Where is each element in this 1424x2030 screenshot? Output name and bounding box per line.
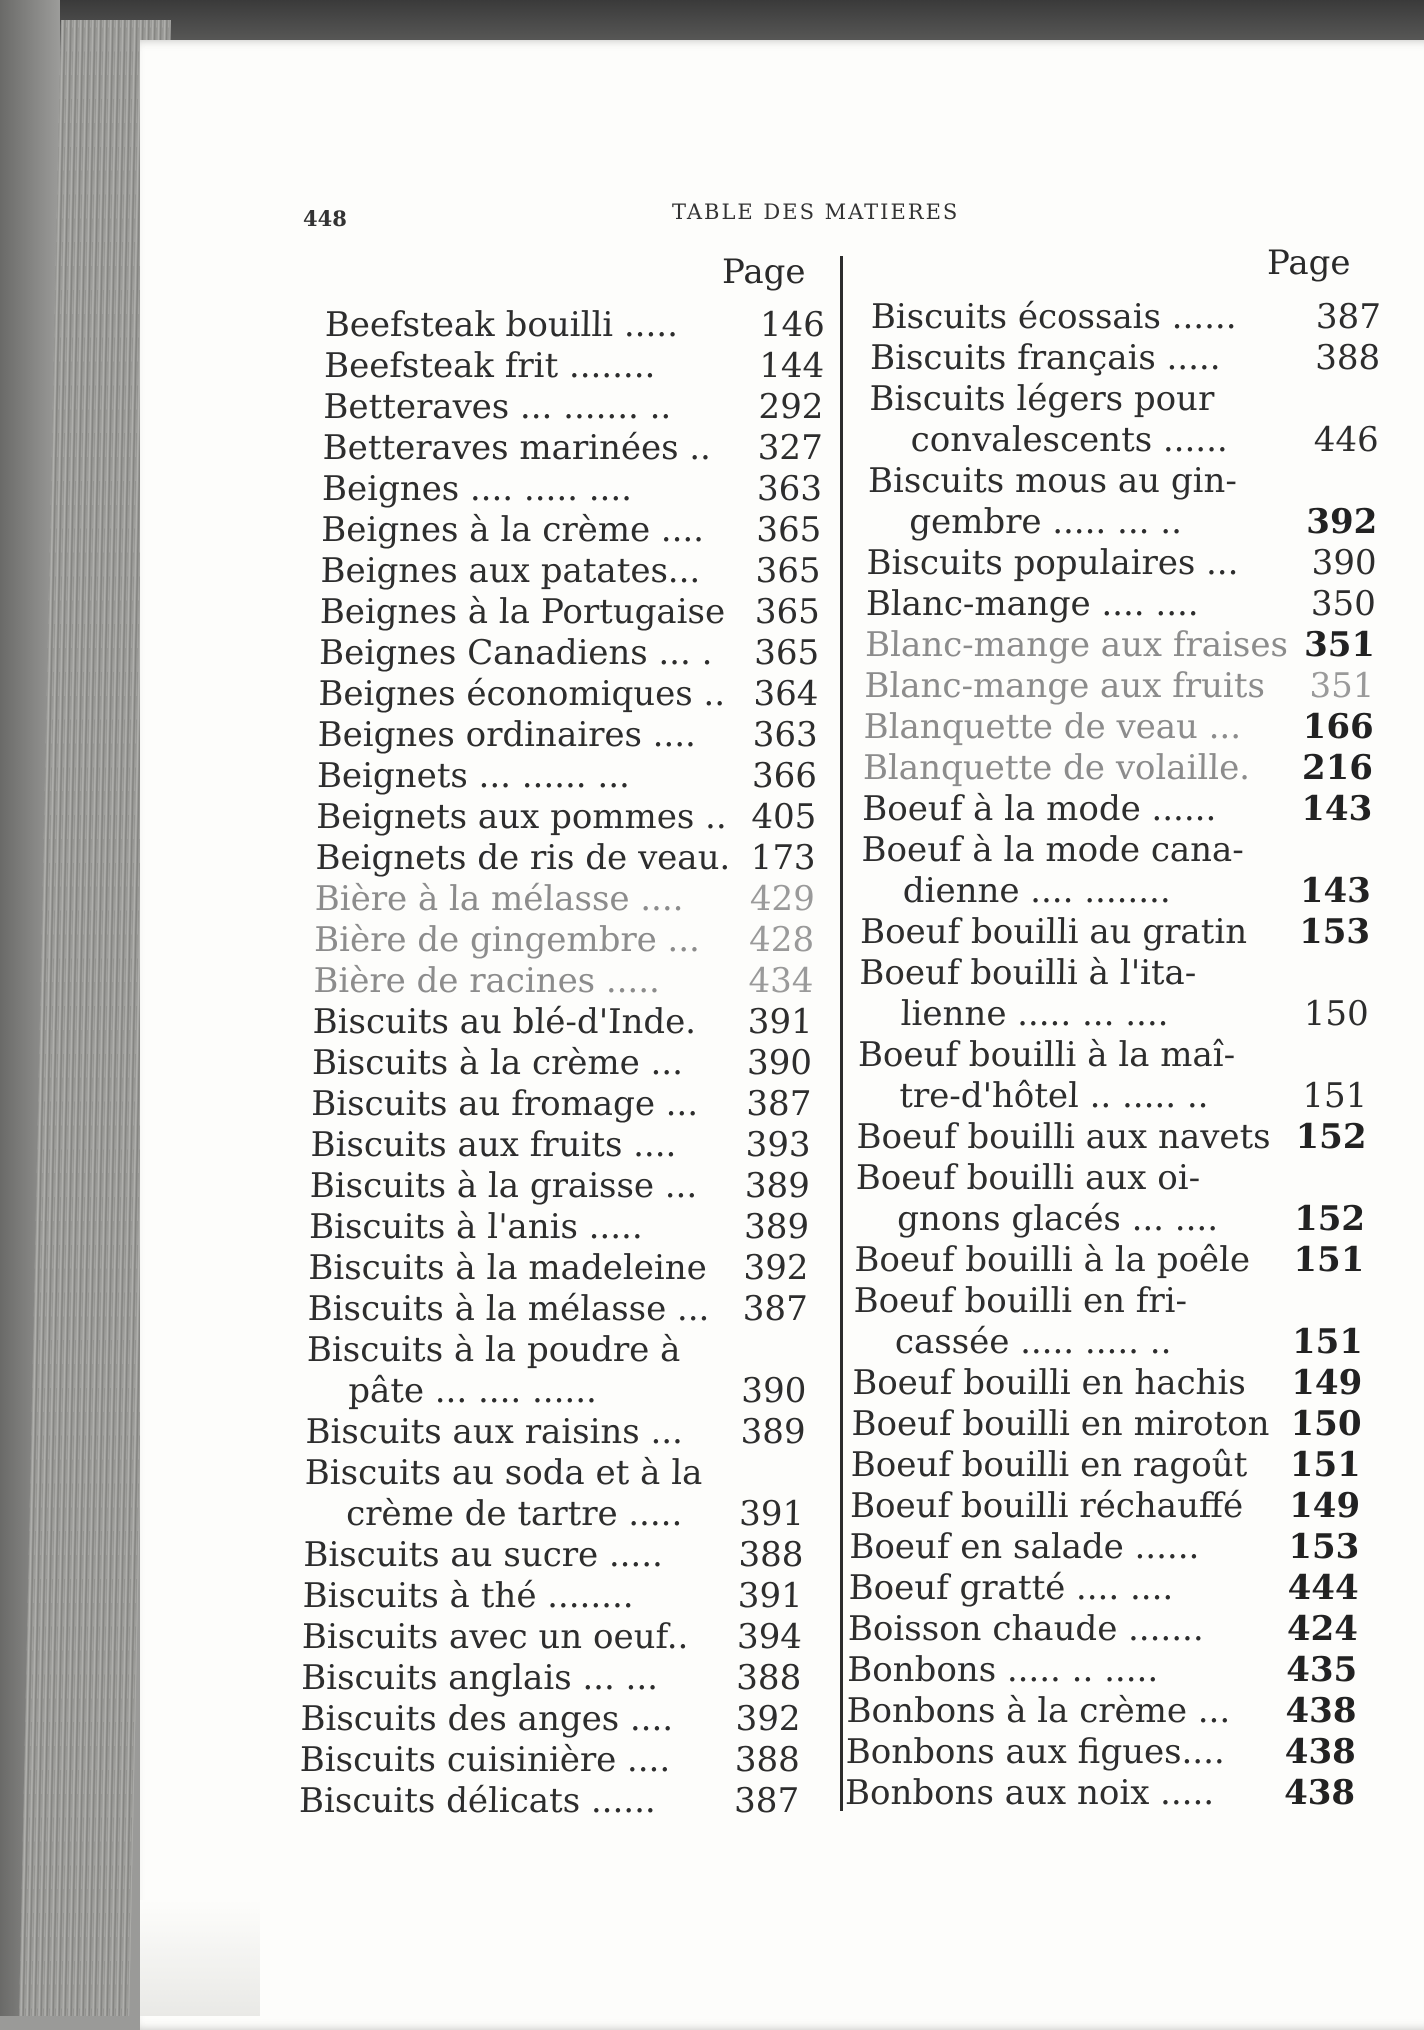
entry-title: Blanquette de veau ...: [863, 707, 1242, 747]
entry-title: Boeuf bouilli en ragoût: [850, 1445, 1248, 1485]
index-entry: [854, 1240, 1365, 1281]
right-column-page-header: Page: [1267, 243, 1351, 283]
entry-title: Boeuf à la mode ......: [861, 789, 1217, 829]
index-entry: [301, 1658, 802, 1699]
entry-page-number: 387: [733, 1781, 800, 1821]
entry-page-number: 151: [1289, 1445, 1362, 1485]
entry-title: Beignes .... ..... ....: [321, 469, 633, 509]
index-entry: [314, 920, 815, 961]
entry-title: Boeuf bouilli en fri-: [853, 1281, 1188, 1321]
index-entry: [871, 297, 1382, 338]
entry-page-number: 424: [1286, 1609, 1359, 1649]
index-entry: [310, 1125, 811, 1166]
entry-title: Bière de racines .....: [313, 961, 661, 1001]
index-entry: [317, 756, 818, 797]
entry-page-number: 388: [738, 1535, 804, 1575]
entry-title: Boeuf bouilli au gratin: [859, 912, 1248, 952]
entry-page-number: 327: [757, 428, 824, 468]
entry-page-number: 405: [751, 797, 817, 837]
entry-page-number: 392: [1305, 502, 1378, 542]
index-entry: [300, 1699, 801, 1740]
index-entry: [324, 346, 825, 387]
entry-page-number: 151: [1293, 1240, 1365, 1280]
entry-title: Biscuits français .....: [869, 338, 1222, 378]
entry-page-number: 365: [753, 633, 820, 673]
entry-title-continued: dienne .... ........: [902, 871, 1172, 911]
index-entry: [312, 1002, 813, 1043]
entry-title: Blanquette de volaille.: [862, 748, 1251, 788]
entry-title: Biscuits écossais ......: [870, 297, 1238, 337]
entry-title: Biscuits à la madeleine: [308, 1248, 708, 1288]
entry-title: Boeuf bouilli en hachis: [851, 1363, 1247, 1403]
entry-page-number: 388: [734, 1740, 801, 1780]
index-entry: [853, 1281, 1364, 1363]
entry-title: Biscuits à thé ........: [302, 1576, 635, 1616]
entry-title: Boisson chaude .......: [847, 1609, 1205, 1649]
entry-page-number: 151: [1291, 1322, 1364, 1362]
index-entry: [321, 510, 822, 551]
entry-title: Bonbons à la crème ...: [846, 1691, 1231, 1731]
entry-page-number: 438: [1285, 1691, 1357, 1731]
index-entry: [320, 592, 821, 633]
entry-page-number: 143: [1299, 871, 1372, 911]
entry-title: Blanc-mange .... ....: [865, 584, 1200, 624]
entry-page-number: 438: [1283, 1773, 1356, 1813]
index-entry: [862, 789, 1373, 830]
entry-title: Biscuits au sucre .....: [303, 1535, 664, 1575]
entry-title: Biscuits avec un oeuf..: [301, 1617, 689, 1657]
entry-title: Biscuits aux fruits ....: [310, 1125, 677, 1165]
entry-page-number: 150: [1303, 994, 1370, 1034]
entry-page-number: 392: [735, 1699, 801, 1739]
entry-title: Biscuits au fromage ...: [310, 1084, 699, 1124]
entry-page-number: 149: [1288, 1486, 1361, 1526]
entry-page-number: 391: [737, 1576, 804, 1616]
index-entry: [845, 1732, 1356, 1773]
entry-title: Biscuits à la mélasse ...: [307, 1289, 710, 1329]
entry-title: Biscuits populaires ...: [866, 543, 1239, 583]
entry-title: Boeuf bouilli en miroton: [851, 1404, 1270, 1444]
entry-title: Boeuf bouilli aux navets: [856, 1117, 1271, 1157]
entry-title: Bière de gingembre ...: [313, 920, 701, 960]
entry-title: Biscuits délicats ......: [298, 1781, 657, 1821]
entry-page-number: 146: [759, 305, 826, 345]
entry-title: Biscuits anglais ... ...: [300, 1658, 659, 1698]
entry-page-number: 365: [755, 551, 821, 591]
index-entry: [308, 1248, 809, 1289]
page-number: 448: [303, 206, 347, 231]
entry-title-continued: crème de tartre .....: [345, 1494, 683, 1534]
entry-page-number: 151: [1302, 1076, 1368, 1116]
entry-title: Biscuits cuisinière ....: [299, 1740, 671, 1780]
entry-title: Beignets de ris de veau.: [315, 838, 731, 878]
entry-page-number: 152: [1293, 1199, 1366, 1239]
entry-title: Beignes à la Portugaise: [319, 592, 726, 632]
index-entry: [864, 666, 1375, 707]
entry-title: Biscuits aux raisins ...: [305, 1412, 684, 1452]
entry-page-number: 391: [738, 1494, 805, 1534]
index-entry: [316, 797, 817, 838]
entry-title: Beignes à la crème ....: [320, 510, 705, 550]
entry-page-number: 434: [748, 961, 814, 1001]
entry-title-continued: lienne ..... ... ....: [900, 994, 1169, 1034]
index-entry: [858, 953, 1369, 1035]
index-entry: [319, 633, 820, 674]
entry-title: Bonbons aux figues....: [845, 1732, 1226, 1772]
index-entry: [306, 1330, 807, 1412]
index-entry: [846, 1691, 1357, 1732]
index-entry: [856, 1117, 1367, 1158]
entry-page-number: 292: [758, 387, 824, 427]
index-entry: [325, 305, 826, 346]
entry-title: Beignes Canadiens ... .: [318, 633, 713, 673]
entry-page-number: 444: [1287, 1568, 1360, 1608]
index-entry: [318, 674, 819, 715]
entry-page-number: 390: [746, 1043, 813, 1083]
index-entry: [305, 1412, 806, 1453]
entry-title: Blanc-mange aux fruits: [864, 666, 1266, 706]
index-entry: [299, 1781, 800, 1822]
entry-title: Boeuf bouilli réchauffé: [849, 1486, 1244, 1526]
index-entry: [850, 1486, 1361, 1527]
entry-page-number: 389: [744, 1166, 811, 1206]
entry-page-number: 144: [758, 346, 825, 386]
entry-page-number: 392: [743, 1248, 809, 1288]
entry-page-number: 152: [1295, 1117, 1367, 1157]
index-entry: [848, 1568, 1359, 1609]
index-entry: [848, 1609, 1359, 1650]
entry-page-number: 394: [736, 1617, 803, 1657]
index-entry: [866, 543, 1377, 584]
entry-page-number: 365: [754, 592, 821, 632]
index-entry: [307, 1289, 808, 1330]
entry-title: Beefsteak frit ........: [323, 346, 656, 386]
entry-page-number: 446: [1313, 420, 1380, 460]
entry-title: Boeuf bouilli à la poêle: [854, 1240, 1251, 1280]
index-entry: [302, 1617, 803, 1658]
entry-title-continued: convalescents ......: [910, 420, 1229, 460]
index-entry: [855, 1158, 1366, 1240]
index-entry: [857, 1035, 1368, 1117]
index-entry: [851, 1404, 1362, 1445]
index-entry: [867, 461, 1378, 543]
index-entry: [852, 1363, 1363, 1404]
entry-page-number: 363: [752, 715, 819, 755]
page-shadow: [140, 1900, 260, 2016]
entry-title: Boeuf bouilli aux oi-: [855, 1158, 1201, 1198]
entry-title: Boeuf bouilli à l'ita-: [859, 953, 1197, 993]
entry-title: Boeuf bouilli à la maî-: [857, 1035, 1236, 1075]
entry-title: Biscuits à la crème ...: [311, 1043, 684, 1083]
entry-title: Bière à la mélasse ....: [314, 879, 684, 919]
entry-title-continued: gnons glacés ... ....: [896, 1199, 1219, 1239]
entry-title: Biscuits des anges ....: [300, 1699, 674, 1739]
left-column-page-header: Page: [722, 252, 806, 292]
entry-page-number: 389: [740, 1412, 806, 1452]
entry-page-number: 387: [1315, 297, 1382, 337]
entry-page-number: 387: [742, 1289, 809, 1329]
entry-title: Boeuf gratté .... ....: [848, 1568, 1174, 1608]
index-entry: [863, 707, 1374, 748]
index-entry: [845, 1773, 1356, 1814]
entry-page-number: 351: [1309, 666, 1375, 706]
entry-title-continued: tre-d'hôtel .. ..... ..: [898, 1076, 1210, 1116]
entry-page-number: 363: [756, 469, 823, 509]
entry-page-number: 435: [1285, 1650, 1358, 1690]
index-entry: [860, 912, 1371, 953]
entry-title-continued: cassée ..... ..... ..: [894, 1322, 1172, 1362]
index-entry: [315, 879, 816, 920]
entry-title: Biscuits légers pour: [869, 379, 1215, 419]
index-entry: [322, 469, 823, 510]
entry-title: Biscuits au blé-d'Inde.: [312, 1002, 697, 1042]
index-entry: [315, 838, 816, 879]
index-entry: [847, 1650, 1358, 1691]
entry-title: Bonbons aux noix .....: [844, 1773, 1215, 1813]
column-divider: [840, 256, 843, 1811]
index-entry: [850, 1445, 1361, 1486]
entry-page-number: 365: [756, 510, 822, 550]
entry-title-continued: gembre ..... ... ..: [908, 502, 1183, 542]
entry-page-number: 173: [750, 838, 816, 878]
entry-page-number: 366: [751, 756, 818, 796]
index-entry: [861, 830, 1372, 912]
entry-title: Beignets aux pommes ..: [315, 797, 728, 837]
entry-title: Betteraves ... ....... ..: [323, 387, 672, 427]
entry-page-number: 391: [747, 1002, 814, 1042]
entry-title: Beefsteak bouilli .....: [324, 305, 679, 345]
entry-title: Boeuf à la mode cana-: [861, 830, 1245, 870]
index-entry: [320, 551, 821, 592]
index-entry: [309, 1207, 810, 1248]
running-title: TABLE DES MATIERES: [672, 200, 960, 224]
entry-page-number: 390: [741, 1371, 807, 1411]
entry-page-number: 388: [1314, 338, 1381, 378]
index-entry: [863, 748, 1374, 789]
entry-title: Betteraves marinées ..: [322, 428, 712, 468]
entry-page-number: 428: [748, 920, 815, 960]
entry-title: Biscuits à l'anis .....: [308, 1207, 644, 1247]
entry-page-number: 387: [746, 1084, 812, 1124]
entry-page-number: 149: [1290, 1363, 1363, 1403]
index-entry: [299, 1740, 800, 1781]
entry-page-number: 390: [1311, 543, 1377, 583]
index-entry: [323, 387, 824, 428]
entry-page-number: 393: [745, 1125, 811, 1165]
index-entry: [304, 1453, 805, 1535]
index-entry: [312, 1043, 813, 1084]
entry-page-number: 388: [736, 1658, 802, 1698]
index-entry: [313, 961, 814, 1002]
entry-page-number: 350: [1310, 584, 1377, 624]
index-entry: [849, 1527, 1360, 1568]
entry-title: Beignes économiques ..: [318, 674, 726, 714]
entry-page-number: 216: [1301, 748, 1374, 788]
entry-title: Boeuf en salade ......: [849, 1527, 1200, 1567]
entry-page-number: 153: [1298, 912, 1371, 952]
index-entry: [311, 1084, 812, 1125]
index-entry: [868, 379, 1379, 461]
entry-page-number: 150: [1290, 1404, 1362, 1444]
entry-page-number: 166: [1302, 707, 1375, 747]
entry-title: Biscuits au soda et à la: [304, 1453, 703, 1493]
index-entry: [302, 1576, 803, 1617]
entry-page-number: 153: [1288, 1527, 1360, 1567]
index-entry: [309, 1166, 810, 1207]
entry-page-number: 438: [1284, 1732, 1357, 1772]
entry-title: Beignes ordinaires ....: [317, 715, 697, 755]
entry-title: Biscuits à la graisse ...: [309, 1166, 698, 1206]
entry-page-number: 364: [753, 674, 819, 714]
entry-title: Blanc-mange aux fraises: [864, 625, 1289, 665]
index-entry: [322, 428, 823, 469]
entry-page-number: 351: [1303, 625, 1376, 665]
right-index-column: [845, 297, 1381, 1814]
left-index-column: [299, 305, 825, 1822]
index-entry: [866, 584, 1377, 625]
entry-title: Bonbons ..... .. .....: [846, 1650, 1159, 1690]
entry-title-continued: pâte ... .... ......: [347, 1371, 598, 1411]
entry-title: Beignets ... ...... ...: [316, 756, 631, 796]
index-entry: [870, 338, 1381, 379]
entry-title: Beignes aux patates...: [320, 551, 701, 591]
entry-page-number: 143: [1300, 789, 1373, 829]
index-entry: [317, 715, 818, 756]
entry-title: Biscuits mous au gin-: [867, 461, 1238, 501]
index-entry: [865, 625, 1376, 666]
index-entry: [303, 1535, 804, 1576]
entry-page-number: 429: [749, 879, 816, 919]
entry-title: Biscuits à la poudre à: [306, 1330, 681, 1370]
entry-page-number: 389: [743, 1207, 810, 1247]
